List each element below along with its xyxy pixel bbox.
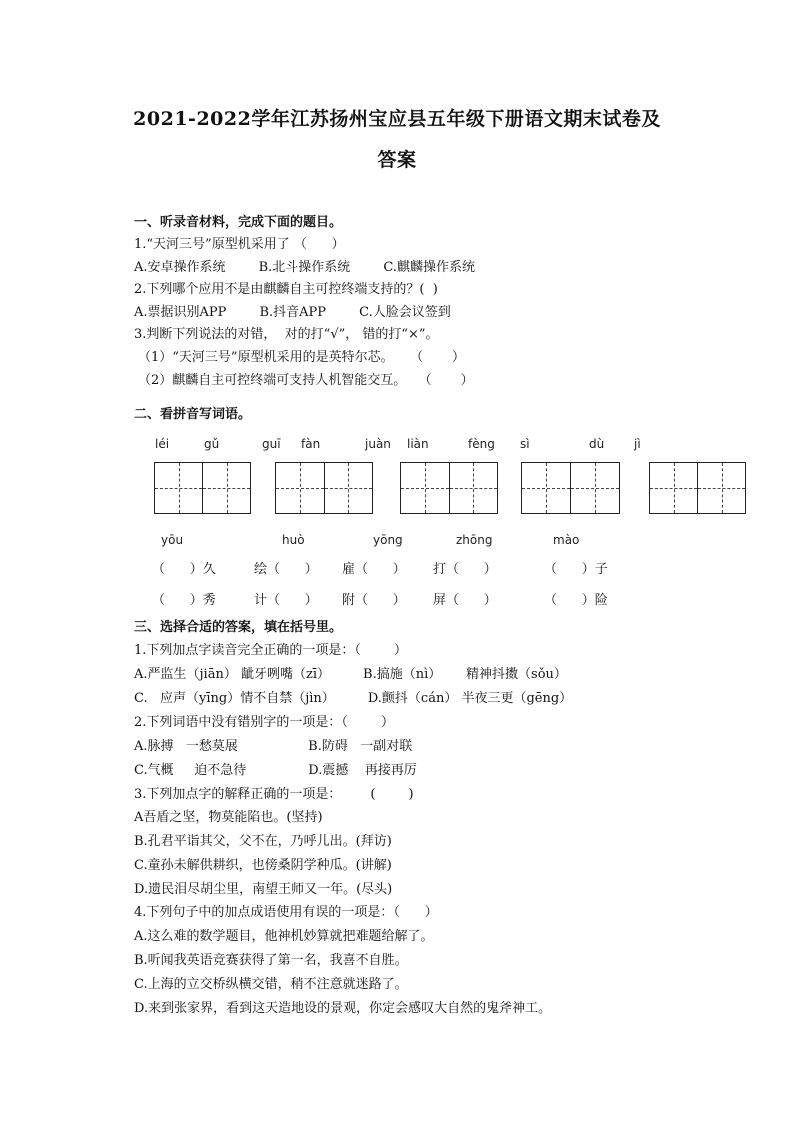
s3-q4-option-c: C.上海的立交桥纵横交错，稍不注意就迷路了。 (134, 977, 408, 992)
pinyin-label: gǔ (204, 437, 220, 451)
s3-q2-options-cd: C.气概 迫不急待 D.震撼 再接再厉 (134, 763, 417, 778)
writing-grid-4[interactable] (521, 462, 620, 514)
pinyin-label: léi (155, 437, 170, 451)
pinyin-label: mào (553, 533, 580, 547)
fill-blank-item: 附（ ） (342, 593, 406, 608)
page-title-line1: 2021-2022学年江苏扬州宝应县五年级下册语文期末试卷及 (133, 108, 661, 130)
s1-q2-options: A.票据识别APP B.抖音APP C.人脸会议签到 (134, 305, 451, 320)
s3-q3: 3.下列加点字的解释正确的一项是： ( ) (134, 787, 414, 802)
s3-q1-options-cd: C. 应声（yīng）情不自禁（jìn） D.颤抖（cán） 半夜三更（gēng） (134, 691, 573, 706)
writing-cell[interactable] (202, 463, 250, 513)
pinyin-label: dù (589, 437, 605, 451)
s1-q1-options: A.安卓操作系统 B.北斗操作系统 C.麒麟操作系统 (134, 260, 475, 275)
writing-cell[interactable] (155, 463, 202, 513)
fill-blank-item: （ ）子 (544, 562, 608, 577)
s3-q2: 2.下列词语中没有错别字的一项是：（ ） (134, 715, 394, 730)
writing-grid-2[interactable] (275, 462, 373, 514)
fill-blank-item: 绘（ ） (254, 562, 318, 577)
writing-cell[interactable] (650, 463, 697, 513)
s1-q3: 3.判断下列说法的对错， 对的打“√”， 错的打“×”。 (134, 327, 439, 342)
s3-q4-option-d: D.来到张家界，看到这天造地设的景观，你定会感叹大自然的鬼斧神工。 (134, 1001, 552, 1016)
s3-q3-option-b: B.孔君平诣其父，父不在，乃呼儿出。(拜访) (134, 834, 392, 849)
writing-cell[interactable] (522, 463, 570, 513)
s3-q1: 1.下列加点字读音完全正确的一项是：（ ） (134, 643, 407, 658)
fill-blank-item: 打（ ） (433, 562, 497, 577)
fill-blank-item: 屏（ ） (433, 593, 497, 608)
pinyin-label: yōng (373, 533, 403, 547)
writing-cell[interactable] (570, 463, 619, 513)
writing-grid-3[interactable] (400, 462, 498, 514)
pinyin-label: sì (520, 437, 530, 451)
writing-cell[interactable] (324, 463, 373, 513)
s3-q4-option-b: B.听闻我英语竞赛获得了第一名，我喜不自胜。 (134, 953, 408, 968)
s3-q2-options-ab: A.脉搏 一愁莫展 B.防碍 一副对联 (134, 739, 413, 754)
s3-q1-options-ab: A.严监生（jiān） 龇牙咧嘴（zī） B.搞施（nì） 精神抖擞（sǒu） (134, 667, 567, 682)
pinyin-label: guī (262, 437, 281, 451)
writing-cell[interactable] (401, 463, 449, 513)
pinyin-label: liàn (407, 437, 429, 451)
pinyin-label: juàn (365, 437, 391, 451)
s3-q4: 4.下列句子中的加点成语使用有误的一项是：（ ） (134, 905, 438, 920)
pinyin-label: yōu (161, 533, 184, 547)
s1-q3-item2: （2）麒麟自主可控终端可支持人机智能交互。 （ ） (138, 373, 474, 388)
writing-cell[interactable] (276, 463, 324, 513)
s1-q1: 1.“天河三号”原型机采用了 （ ） (134, 237, 345, 252)
pinyin-label: jì (634, 437, 641, 451)
pinyin-label: huò (282, 533, 305, 547)
fill-blank-item: （ ）秀 (152, 593, 216, 608)
section3-heading: 三、选择合适的答案，填在括号里。 (134, 620, 343, 635)
fill-blank-item: 雇（ ） (342, 562, 406, 577)
section1-heading: 一、听录音材料，完成下面的题目。 (134, 215, 343, 230)
section2-heading: 二、看拼音写词语。 (134, 407, 252, 422)
s3-q3-option-d: D.遗民泪尽胡尘里，南望王师又一年。(尽头) (134, 882, 393, 897)
writing-cell[interactable] (697, 463, 745, 513)
s3-q3-option-c: C.童孙未解供耕织，也傍桑阴学种瓜。(讲解) (134, 858, 392, 873)
writing-grid-5[interactable] (649, 462, 746, 514)
pinyin-label: fèng (468, 437, 495, 451)
s1-q2: 2.下列哪个应用不是由麒麟自主可控终端支持的？( ) (134, 282, 438, 297)
s1-q3-item1: （1）“天河三号”原型机采用的是英特尔芯。 （ ） (138, 350, 466, 365)
fill-blank-item: （ ）险 (544, 593, 608, 608)
pinyin-label: zhōng (456, 533, 493, 547)
page-title-line2: 答案 (377, 149, 417, 171)
s3-q3-option-a: A吾盾之坚，物莫能陷也。(坚持) (134, 810, 323, 825)
writing-cell[interactable] (449, 463, 498, 513)
fill-blank-item: （ ）久 (152, 562, 216, 577)
writing-grid-1[interactable] (154, 462, 251, 514)
s3-q4-option-a: A.这么难的数学题目，他神机妙算就把难题给解了。 (134, 929, 434, 944)
pinyin-label: fàn (301, 437, 321, 451)
fill-blank-item: 计（ ） (254, 593, 318, 608)
